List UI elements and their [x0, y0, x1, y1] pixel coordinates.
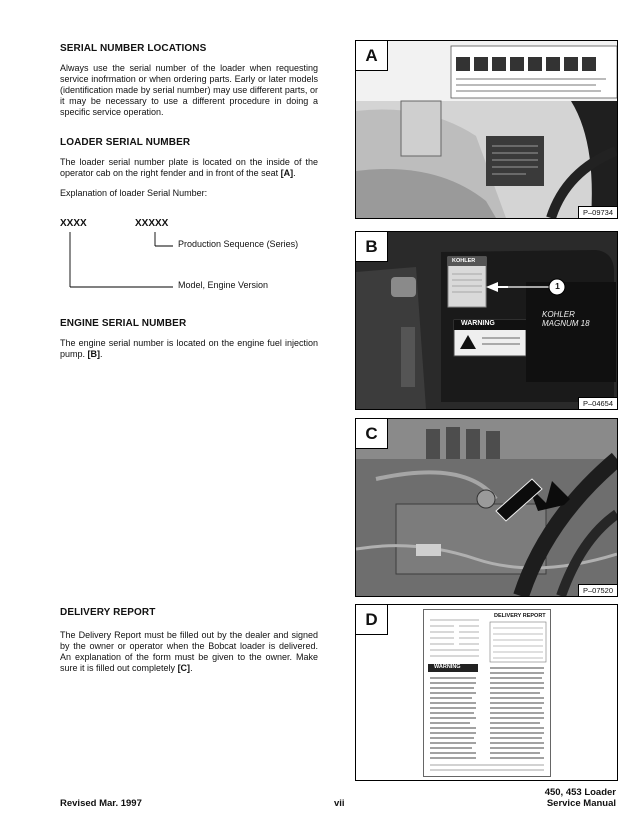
section-body: The loader serial number plate is located on the inside of the operator cab on the right fender and in front of the seat [A].: [60, 157, 318, 178]
section-body: Always use the serial number of the loader when requesting service inofrmation or when ordering parts. Early or later models (identification made by serial number) may use different parts, or it may be necessary to use a different procedure in doing a specific service operation.: [60, 63, 318, 117]
figure-reference: [B]: [87, 349, 101, 359]
serial-number-diagram: [60, 218, 330, 298]
production-sequence-label: Production Sequence (Series): [178, 239, 299, 249]
model-engine-label: Model, Engine Version: [178, 280, 269, 290]
engine-brand-text: KOHLER MAGNUM 18: [542, 310, 590, 328]
loader-serial-section: [60, 137, 318, 199]
figure-a-photo: [356, 41, 617, 218]
section-heading: SERIAL NUMBER LOCATIONS: [60, 43, 207, 54]
figure-d: [355, 604, 618, 781]
engine-serial-section: [60, 318, 318, 360]
serial-code-model: XXXX: [60, 218, 87, 229]
form-lines: [424, 610, 550, 776]
figure-b: [355, 231, 618, 410]
figure-letter: D: [356, 605, 388, 635]
manual-name: Service Manual: [546, 798, 616, 809]
figure-reference: [C]: [177, 663, 191, 673]
revision-date: Revised Mar. 1997: [60, 798, 142, 809]
plate-brand-text: KOHLER: [452, 258, 476, 264]
warning-decal-text: WARNING: [461, 320, 495, 327]
figure-c: [355, 418, 618, 597]
form-warning-text: WARNING: [434, 664, 461, 670]
figure-a: [355, 40, 618, 219]
section-heading: LOADER SERIAL NUMBER: [60, 137, 191, 148]
callout-number: 1: [555, 281, 560, 291]
photo-code: P–09734: [578, 206, 617, 218]
model-name: 450, 453 Loader: [544, 787, 616, 798]
figure-reference: [A]: [280, 168, 294, 178]
figure-c-photo: [356, 419, 617, 596]
figure-letter: C: [356, 419, 388, 449]
photo-code: P–04654: [578, 397, 617, 409]
section-body: The engine serial number is located on the engine fuel injection pump. [B].: [60, 338, 318, 359]
form-title: DELIVERY REPORT: [494, 613, 546, 619]
delivery-report-form: [423, 609, 551, 777]
section-heading: ENGINE SERIAL NUMBER: [60, 318, 187, 329]
section-body: The Delivery Report must be filled out by the dealer and signed by the owner or operator when the Bobcat loader is delivered. An explanation of the form must be given to the owner. Make sure it is filled out completely [C].: [60, 630, 318, 673]
page-number: vii: [334, 798, 345, 809]
manual-title: [545, 787, 616, 809]
serial-code-sequence: XXXXX: [135, 218, 169, 229]
serial-locations-section: [60, 43, 318, 118]
delivery-report-section: [60, 607, 318, 674]
photo-code: P–07520: [578, 584, 617, 596]
figure-letter: A: [356, 41, 388, 71]
serial-explanation: Explanation of loader Serial Number:: [60, 188, 208, 198]
section-heading: DELIVERY REPORT: [60, 607, 156, 618]
figure-letter: B: [356, 232, 388, 262]
